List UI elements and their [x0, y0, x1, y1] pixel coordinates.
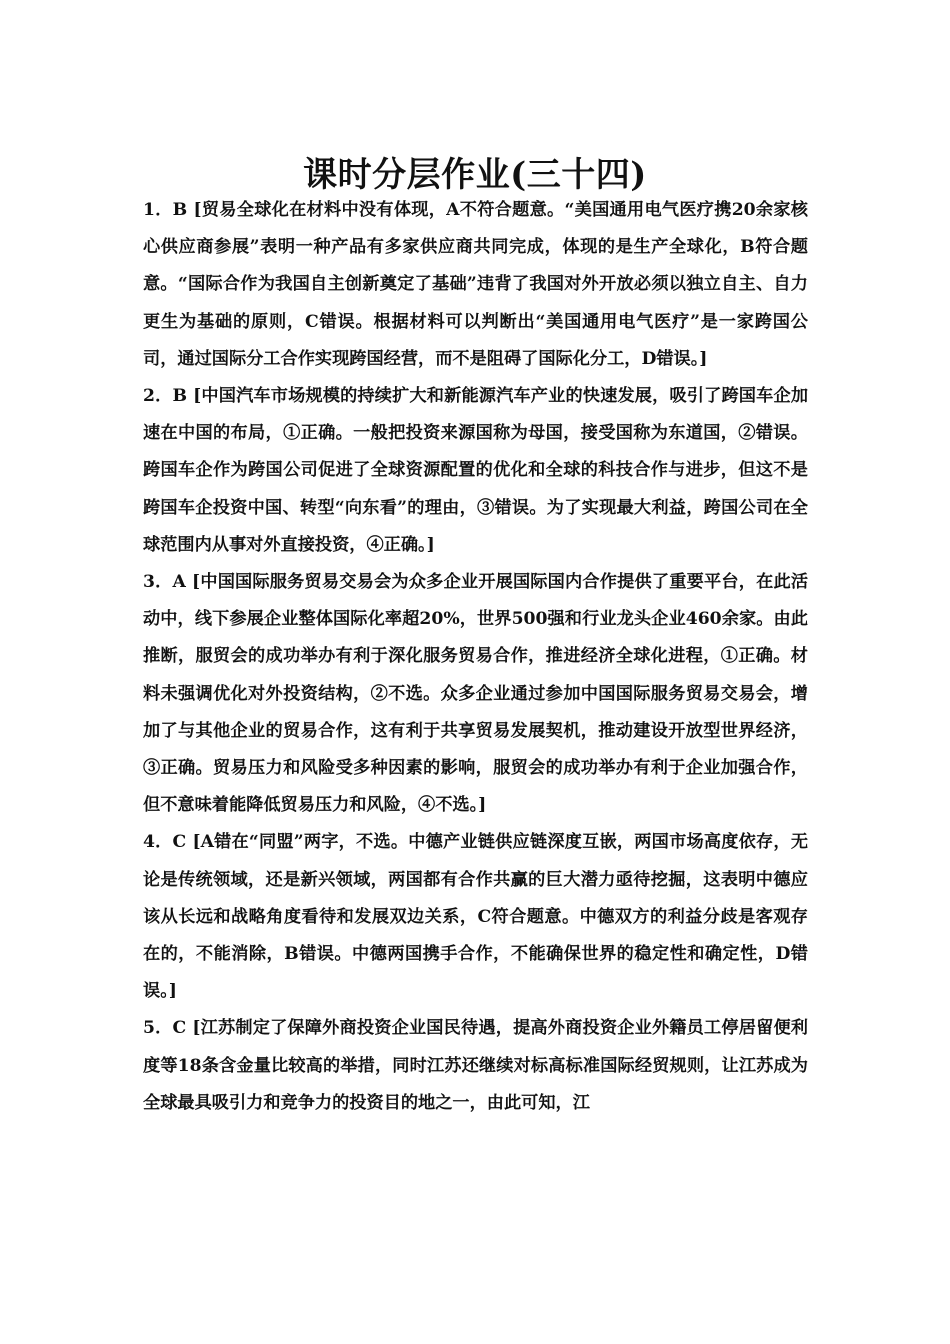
answer-item-1 [143, 192, 808, 378]
answer-number: 5．C [143, 1018, 187, 1039]
answer-explanation: [贸易全球化在材料中没有体现，A不符合题意。“美国通用电气医疗携20余家核心供应商参展”表明一种产品有多家供应商共同完成，体现的是生产全球化，B符合题意。“国际合作为我国自主创新奠定了基础”违背了我国对外开放必须以独立自主、自力更生为基础的原则，C错误。根据材料可以判断出“美国通用电气医疗”是一家跨国公司，通过国际分工合作实现跨国经营，而不是阻碍了国际化分工，D错误。] [143, 200, 808, 369]
answer-explanation: [江苏制定了保障外商投资企业国民待遇，提高外商投资企业外籍员工停居留便利度等18条含金量比较高的举措，同时江苏还继续对标高标准国际经贸规则，让江苏成为全球最具吸引力和竞争力的投资目的地之一，由此可知，江 [143, 1018, 808, 1113]
answer-number: 1．B [143, 200, 188, 220]
answer-number: 3．A [143, 572, 186, 593]
answer-number: 4．C [143, 832, 187, 853]
page-title: 课时分层作业(三十四) [303, 154, 647, 195]
answer-list [143, 192, 808, 1122]
answer-explanation: [A错在“同盟”两字，不选。中德产业链供应链深度互嵌，两国市场高度依存，无论是传统领域，还是新兴领域，两国都有合作共赢的巨大潜力亟待挖掘，这表明中德应该从长远和战略角度看待和发展双边关系，C符合题意。中德双方的利益分歧是客观存在的，不能消除，B错误。中德两国携手合作，不能确保世界的稳定性和确定性，D错误。] [143, 832, 809, 1002]
answer-item-2 [143, 378, 808, 564]
answer-item-4 [143, 824, 808, 1010]
answer-explanation: [中国汽车市场规模的持续扩大和新能源汽车产业的快速发展，吸引了跨国车企加速在中国的布局，①正确。一般把投资来源国称为母国，接受国称为东道国，②错误。跨国车企作为跨国公司促进了全球资源配置的优化和全球的科技合作与进步，但这不是跨国车企投资中国、转型“向东看”的理由，③错误。为了实现最大利益，跨国公司在全球范围内从事对外直接投资，④正确。] [143, 386, 809, 555]
answer-explanation: [中国国际服务贸易交易会为众多企业开展国际国内合作提供了重要平台，在此活动中，线下参展企业整体国际化率超20%，世界500强和行业龙头企业460余家。由此推断，服贸会的成功举办有利于深化服务贸易合作，推进经济全球化进程，①正确。材料未强调优化对外投资结构，②不选。众多企业通过参加中国国际服务贸易交易会，增加了与其他企业的贸易合作，这有利于共享贸易发展契机，推动建设开放型世界经济，③正确。贸易压力和风险受多种因素的影响，服贸会的成功举办有利于企业加强合作，但不意味着能降低贸易压力和风险，④不选。] [143, 572, 809, 816]
answer-number: 2．B [143, 386, 187, 407]
answer-item-3 [143, 564, 808, 824]
answer-item-5 [143, 1010, 808, 1122]
